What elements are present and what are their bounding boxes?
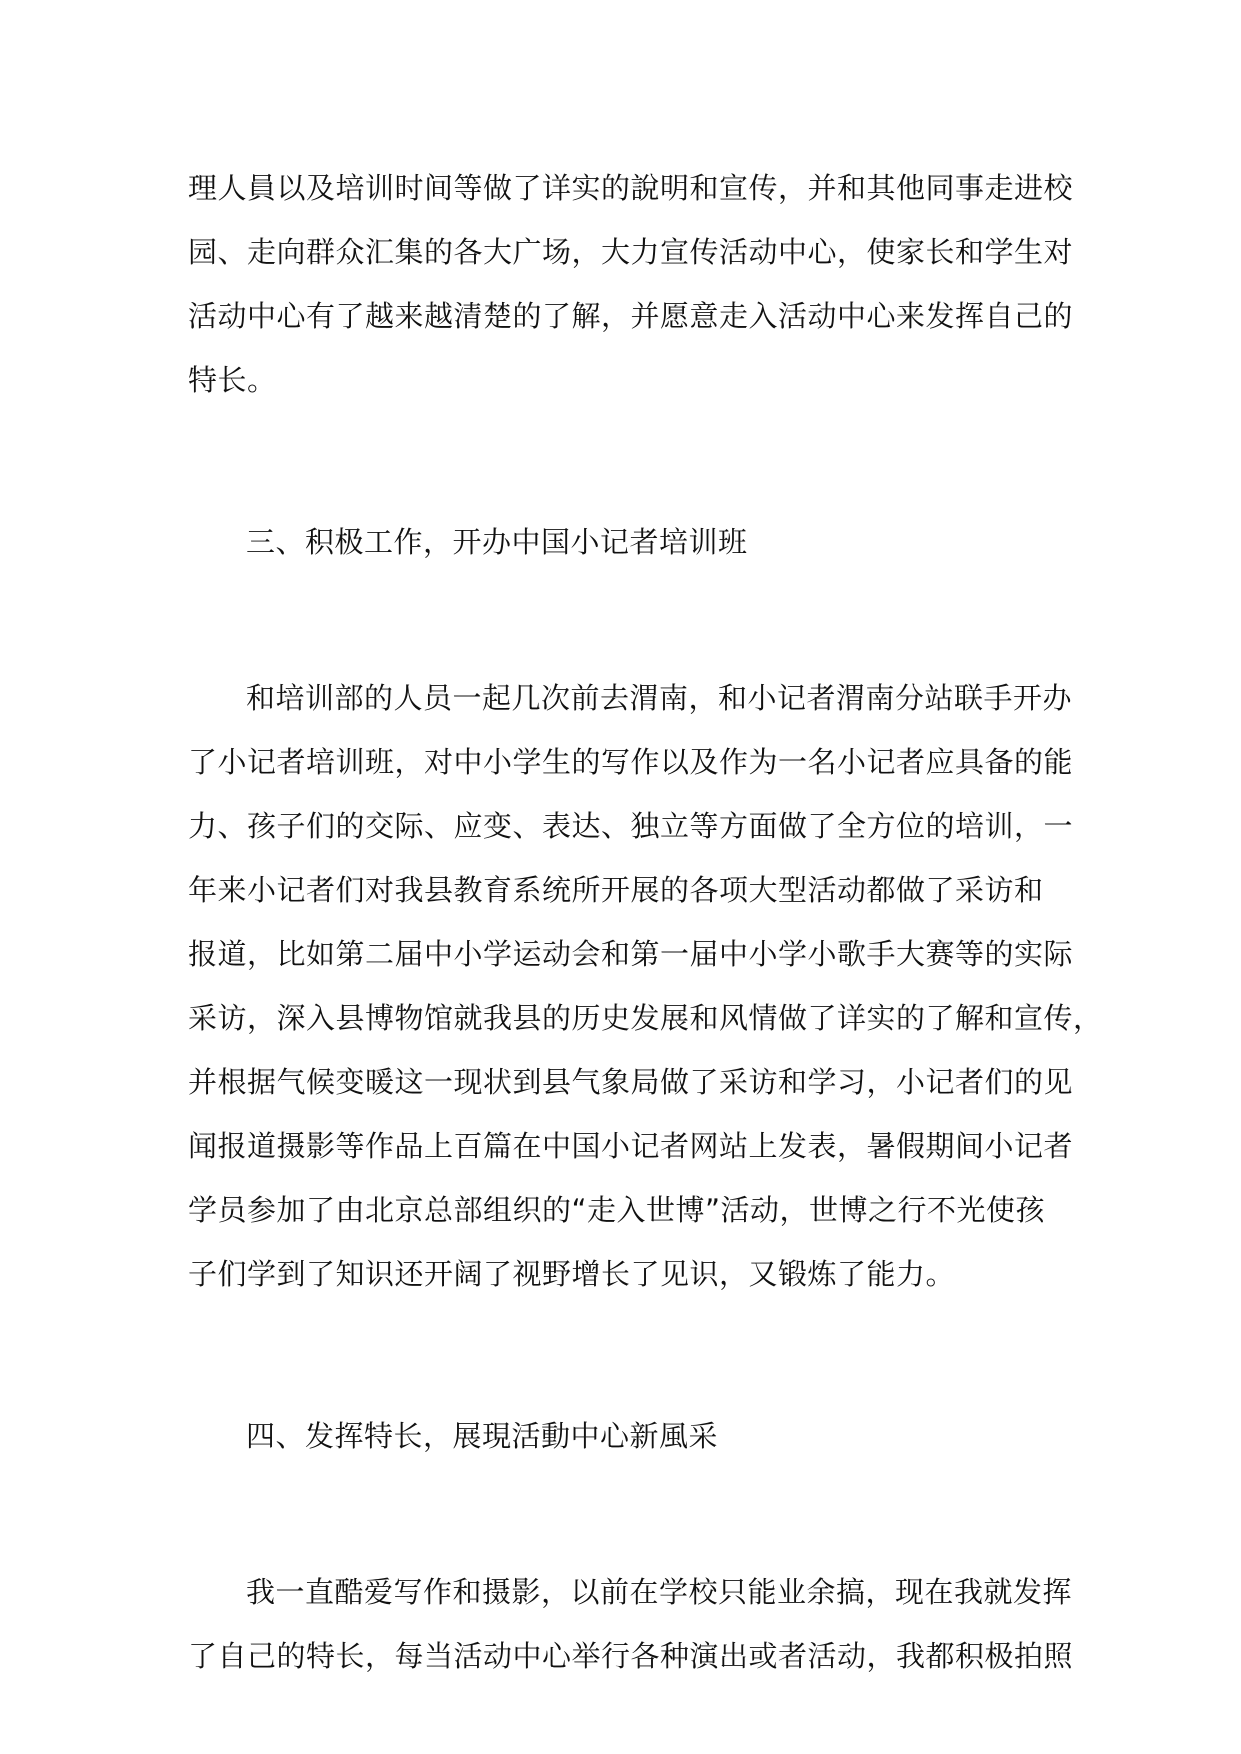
text-line: 我一直酷爱写作和摄影，以前在学校只能业余搞，现在我就发挥 xyxy=(246,1575,1073,1609)
text-line: 报道，比如第二届中小学运动会和第一届中小学小歌手大赛等的实际 xyxy=(188,937,1074,971)
text-line: 活动中心有了越来越清楚的了解，并愿意走入活动中心来发挥自己的 xyxy=(188,299,1074,333)
heading-text: 三、积极工作，开办中国小记者培训班 xyxy=(246,525,748,559)
document-body xyxy=(188,156,1103,1688)
text-line: 采访，深入县博物馆就我县的历史发展和风情做了详实的了解和宣传， xyxy=(188,1001,1103,1035)
text-line: 园、走向群众汇集的各大广场，大力宣传活动中心，使家长和学生对 xyxy=(188,235,1074,269)
paragraph-spacing xyxy=(188,1468,1078,1560)
text-line: 并根据气候变暖这一现状到县气象局做了采访和学习，小记者们的见 xyxy=(188,1065,1074,1099)
heading-text: 四、发挥特长，展現活動中心新風采 xyxy=(246,1419,719,1453)
paragraph-spacing xyxy=(188,1306,1078,1404)
text-line: 闻报道摄影等作品上百篇在中国小记者网站上发表，暑假期间小记者 xyxy=(188,1129,1074,1163)
paragraph-spacing xyxy=(188,574,1078,666)
paragraph-training xyxy=(188,666,1103,1306)
text-line: 了自己的特长，每当活动中心举行各种演出或者活动，我都积极拍照 xyxy=(188,1639,1074,1673)
text-line: 学员参加了由北京总部组织的“走入世博”活动，世博之行不光使孩 xyxy=(188,1193,1046,1227)
text-line: 子们学到了知识还开阔了视野增长了见识，又锻炼了能力。 xyxy=(188,1257,956,1291)
text-line: 年来小记者们对我县教育系统所开展的各项大型活动都做了采访和 xyxy=(188,873,1044,907)
section-heading-3 xyxy=(188,510,1078,574)
paragraph-spacing xyxy=(188,412,1078,510)
text-line: 理人員以及培训时间等做了详实的說明和宣传，并和其他同事走进校 xyxy=(188,171,1074,205)
paragraph-continuation xyxy=(188,156,1078,412)
text-line: 特长。 xyxy=(188,363,277,397)
section-heading-4 xyxy=(188,1404,1078,1468)
paragraph-specialty xyxy=(188,1560,1078,1688)
text-line: 了小记者培训班，对中小学生的写作以及作为一名小记者应具备的能 xyxy=(188,745,1074,779)
text-line: 和培训部的人员一起几次前去渭南，和小记者渭南分站联手开办 xyxy=(246,681,1073,715)
text-line: 力、孩子们的交际、应变、表达、独立等方面做了全方位的培训，一 xyxy=(188,809,1074,843)
